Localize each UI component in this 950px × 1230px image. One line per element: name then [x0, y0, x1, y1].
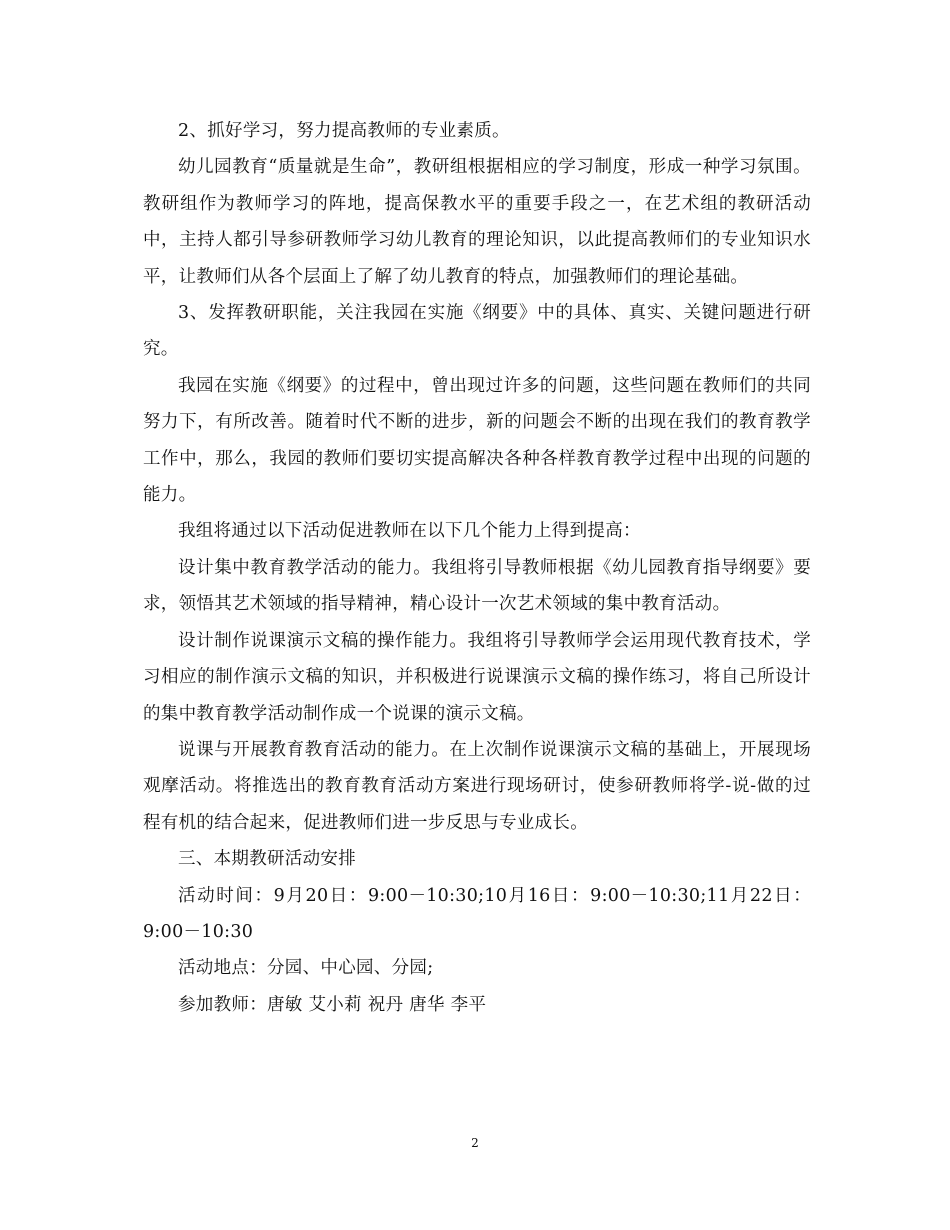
schedule-location: 活动地点：分园、中心园、分园; — [178, 958, 434, 979]
paragraph-research-body: 我园在实施《纲要》的过程中，曾出现过许多的问题，这些问题在教师们的共同努力下，有所改善。随着时代不断的进步，新的问题会不断的出现在我们的教育教学工作中，那么，我园的教师们要切实提高解决各种各样教育教学过程中出现的问题的能力。 — [143, 375, 811, 506]
paragraph-ability-design: 设计集中教育教学活动的能力。我组将引导教师根据《幼儿园教育指导纲要》要求，领悟其艺术领域的指导精神，精心设计一次艺术领域的集中教育活动。 — [143, 557, 811, 615]
paragraph-abilities-intro: 我组将通过以下活动促进教师在以下几个能力上得到提高： — [178, 521, 641, 542]
schedule-time: 活动时间：9月20日：9:00－10:30;10月16日：9:00－10:30;11月22日：9:00－10:30 — [143, 885, 811, 942]
schedule-teachers: 参加教师：唐敏 艾小莉 祝丹 唐华 李平 — [178, 994, 487, 1015]
heading-schedule: 三、本期教研活动安排 — [178, 849, 356, 870]
document-body — [143, 113, 811, 1023]
heading-research: 3、发挥教研职能，关注我园在实施《纲要》中的具体、真实、关键问题进行研究。 — [143, 303, 811, 360]
paragraph-study-body: 幼儿园教育“质量就是生命”，教研组根据相应的学习制度，形成一种学习氛围。教研组作为教师学习的阵地，提高保教水平的重要手段之一，在艺术组的教研活动中，主持人都引导参研教师学习幼儿教育的理论知识，以此提高教师们的专业知识水平，让教师们从各个层面上了解了幼儿教育的特点，加强教师们的理论基础。 — [143, 157, 811, 287]
heading-study: 2、抓好学习，努力提高教师的专业素质。 — [178, 121, 510, 141]
paragraph-ability-lecture: 说课与开展教育教育活动的能力。在上次制作说课演示文稿的基础上，开展现场观摩活动。将推选出的教育教育活动方案进行现场研讨，使参研教师将学-说-做的过程有机的结合起来，促进教师们进一步反思与专业成长。 — [143, 739, 811, 833]
page-number: 2 — [471, 1136, 479, 1150]
paragraph-ability-slides: 设计制作说课演示文稿的操作能力。我组将引导教师学会运用现代教育技术，学习相应的制作演示文稿的知识，并积极进行说课演示文稿的操作练习，将自己所设计的集中教育教学活动制作成一个说课的演示文稿。 — [143, 630, 811, 724]
